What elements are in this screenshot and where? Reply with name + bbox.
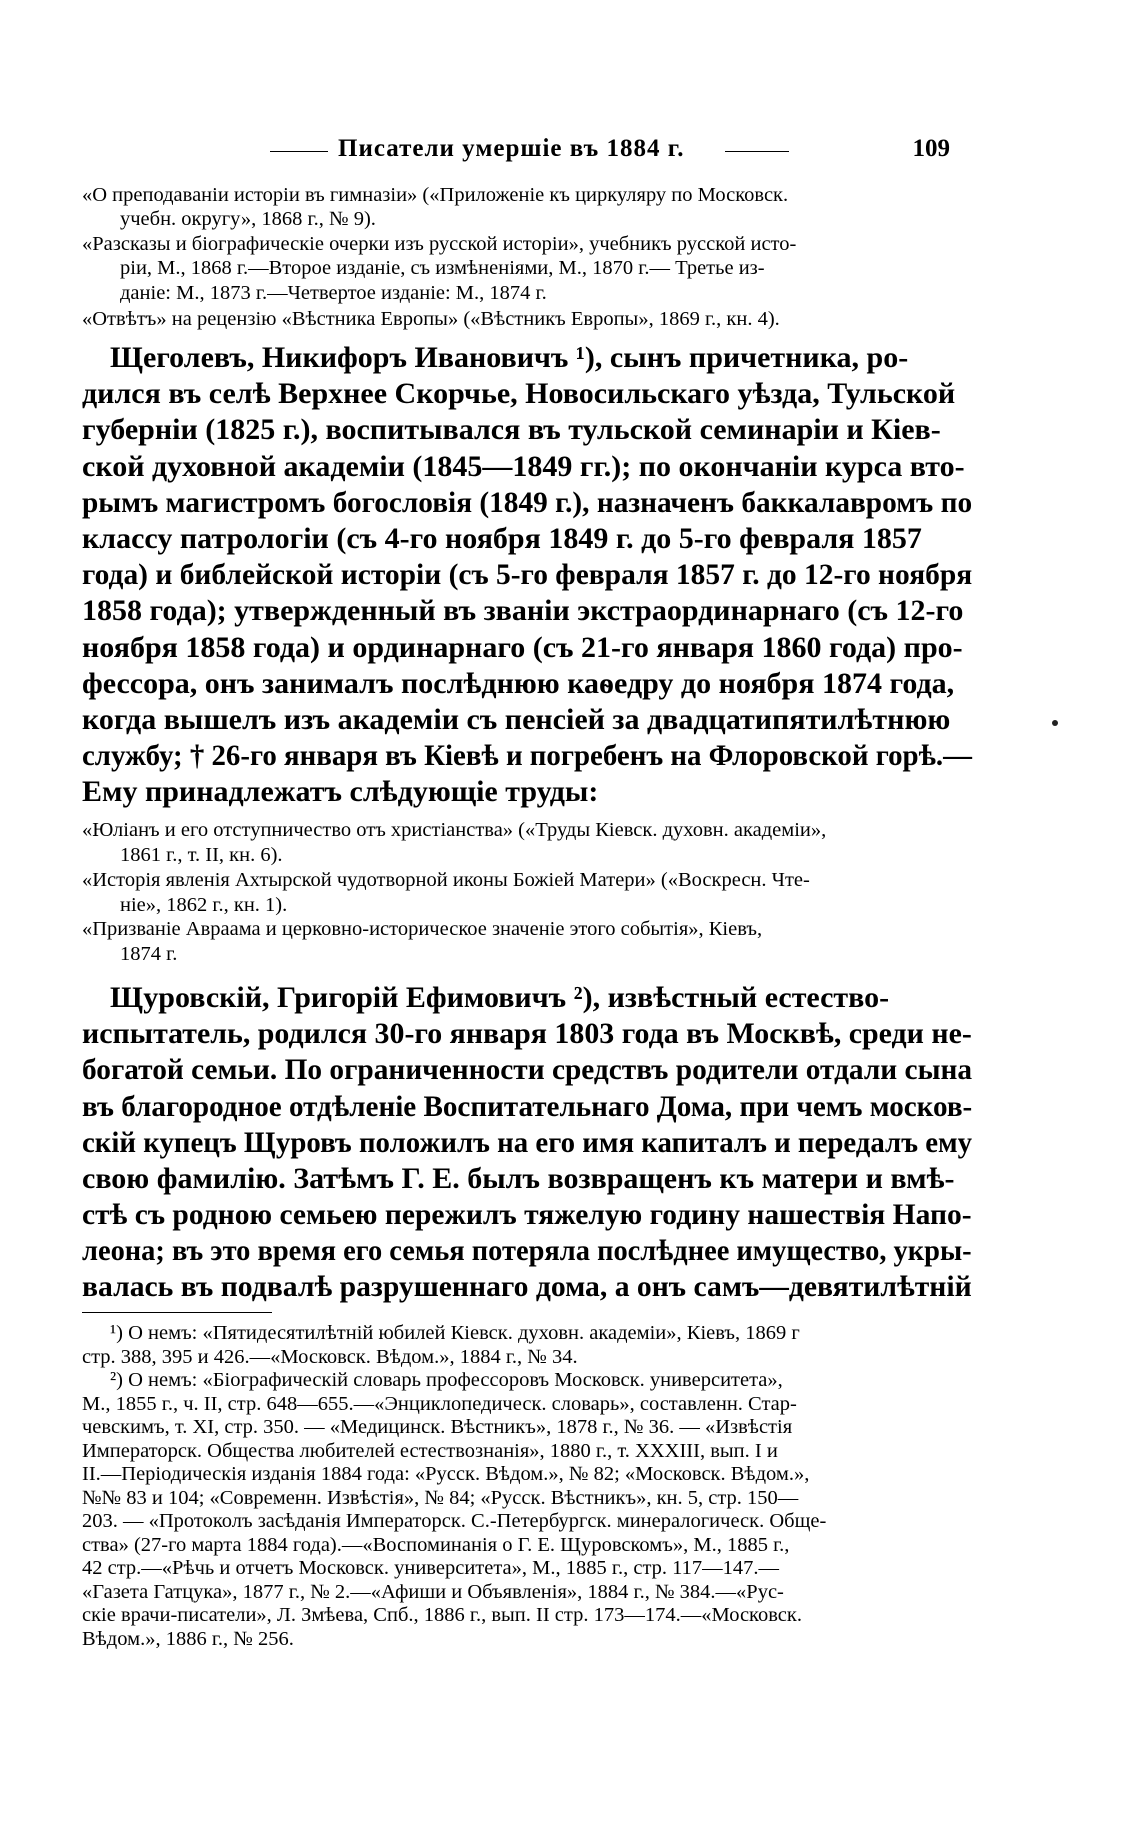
footnote-line: Императорск. Общества любителей естествознанія», 1880 г., т. XXXIII, вып. I и [82, 1440, 778, 1462]
footnote-line: чевскимъ, т. XI, стр. 350. — «Медицинск. Вѣстникъ», 1878 г., № 36. — «Извѣстія [82, 1416, 793, 1438]
bio-line: классу патрологіи (съ 4-го ноября 1849 г. до 5-го февраля 1857 [82, 522, 922, 555]
header-dash-right [725, 151, 789, 152]
footnote-line: 42 стр.—«Рѣчь и отчетъ Московск. университета», М., 1885 г., стр. 117—147.— [82, 1557, 780, 1579]
bio-line: губерніи (1825 г.), воспитывался въ тульской семинаріи и Кіев- [82, 413, 941, 446]
work-entry: «Призваніе Авраама и церковно-историческое значеніе этого событія», Кіевъ, [82, 918, 763, 940]
work-entry: «Юліанъ и его отступничество отъ христіанства» («Труды Кіевск. духовн. академіи», [82, 819, 827, 841]
work-entry-continuation: ріи, М., 1868 г.—Второе изданіе, съ измѣненіями, М., 1870 г.— Третье из- [120, 257, 765, 279]
bio-line: въ благородное отдѣленіе Воспитательнаго Дома, при чемъ москов- [82, 1090, 973, 1123]
bio-line: валась въ подвалѣ разрушеннаго дома, а онъ самъ—девятилѣтній [82, 1270, 972, 1303]
bio-line: фессора, онъ занималъ послѣднюю каѳедру до ноября 1874 года, [82, 667, 955, 700]
bio-line: ской духовной академіи (1845—1849 гг.); по окончаніи курса вто- [82, 450, 965, 483]
bio-line: Щуровскій, Григорій Ефимовичъ ²), извѣстный естество- [110, 981, 890, 1014]
footnote-line: ¹) О немъ: «Пятидесятилѣтній юбилей Кіевск. духовн. академіи», Кіевъ, 1869 г [110, 1322, 800, 1344]
bio-line: Щеголевъ, Никифоръ Ивановичъ ¹), сынъ причетника, ро- [110, 341, 909, 374]
bio-line: ноября 1858 года) и ординарнаго (съ 21-го января 1860 года) про- [82, 631, 963, 664]
work-entry: «О преподаваніи исторіи въ гимназіи» («Приложеніе къ циркуляру по Московск. [82, 184, 789, 206]
header-dash-left [270, 151, 328, 152]
bio-line: рымъ магистромъ богословія (1849 г.), назначенъ баккалавромъ по [82, 486, 973, 519]
bio-line: скій купецъ Щуровъ положилъ на его имя капиталъ и передалъ ему [82, 1126, 973, 1159]
footnote-line: Вѣдом.», 1886 г., № 256. [82, 1628, 294, 1650]
footnote-line: ²) О немъ: «Біографическій словарь профессоровъ Московск. университета», [110, 1369, 783, 1391]
work-entry: «Отвѣтъ» на рецензію «Вѣстника Европы» («Вѣстникъ Европы», 1869 г., кн. 4). [82, 308, 780, 330]
page-number: 109 [912, 135, 950, 162]
bio-line: стѣ съ родною семьею пережилъ тяжелую годину нашествія Напо- [82, 1198, 972, 1231]
work-entry: «Исторія явленія Ахтырской чудотворной иконы Божіей Матери» («Воскресн. Чте- [82, 869, 810, 891]
footnote-line: ства» (27-го марта 1884 года).—«Воспоминанія о Г. Е. Щуровскомъ», М., 1885 г., [82, 1534, 790, 1556]
work-entry: «Разсказы и біографическіе очерки изъ русской исторіи», учебникъ русской исто- [82, 233, 797, 255]
bio-line: службу; † 26-го января въ Кіевѣ и погребенъ на Флоровской горѣ.— [82, 739, 972, 772]
footnote-line: 203. — «Протоколъ засѣданія Императорск. С.-Петербургск. минералогическ. Обще- [82, 1510, 827, 1532]
bio-line: богатой семьи. По ограниченности средствъ родители отдали сына [82, 1053, 973, 1086]
bio-line: Ему принадлежатъ слѣдующіе труды: [82, 775, 599, 808]
work-entry-continuation: даніе: М., 1873 г.—Четвертое изданіе: М., 1874 г. [120, 282, 547, 304]
bio-line: свою фамилію. Затѣмъ Г. Е. былъ возвращенъ къ матери и вмѣ- [82, 1162, 955, 1195]
footnote-line: II.—Періодическія изданія 1884 года: «Русск. Вѣдом.», № 82; «Московск. Вѣдом.», [82, 1463, 810, 1485]
footnote-line: №№ 83 и 104; «Современн. Извѣстія», № 84; «Русск. Вѣстникъ», кн. 5, стр. 150— [82, 1487, 799, 1509]
work-entry-continuation: 1874 г. [120, 943, 178, 965]
work-entry-continuation: учебн. округу», 1868 г., № 9). [120, 208, 376, 230]
margin-mark [1052, 720, 1058, 726]
bio-line: когда вышелъ изъ академіи съ пенсіей за двадцатипятилѣтнюю [82, 703, 951, 736]
running-header [110, 135, 950, 165]
footnote-separator [82, 1312, 272, 1313]
bio-line: испытатель, родился 30-го января 1803 года въ Москвѣ, среди не- [82, 1017, 972, 1050]
work-entry-continuation: ніе», 1862 г., кн. 1). [120, 894, 288, 916]
bio-line: дился въ селѣ Верхнее Скорчье, Новосильскаго уѣзда, Тульской [82, 377, 956, 410]
footnote-line: скіе врачи-писатели», Л. Змѣева, Спб., 1886 г., вып. II стр. 173—174.—«Московск. [82, 1604, 802, 1626]
bio-line: года) и библейской исторіи (съ 5-го февраля 1857 г. до 12-го ноября [82, 558, 973, 591]
running-title: Писатели умершіе въ 1884 г. [338, 135, 685, 162]
footnote-line: М., 1855 г., ч. II, стр. 648—655.—«Энциклопедическ. словарь», составленн. Стар- [82, 1393, 797, 1415]
work-entry-continuation: 1861 г., т. II, кн. 6). [120, 844, 283, 866]
footnote-line: стр. 388, 395 и 426.—«Московск. Вѣдом.», 1884 г., № 34. [82, 1346, 578, 1368]
bio-line: леона; въ это время его семья потеряла послѣднее имущество, укры- [82, 1234, 972, 1267]
footnote-line: «Газета Гатцука», 1877 г., № 2.—«Афиши и Объявленія», 1884 г., № 384.—«Рус- [82, 1581, 784, 1603]
bio-line: 1858 года); утвержденный въ званіи экстраординарнаго (съ 12-го [82, 594, 964, 627]
